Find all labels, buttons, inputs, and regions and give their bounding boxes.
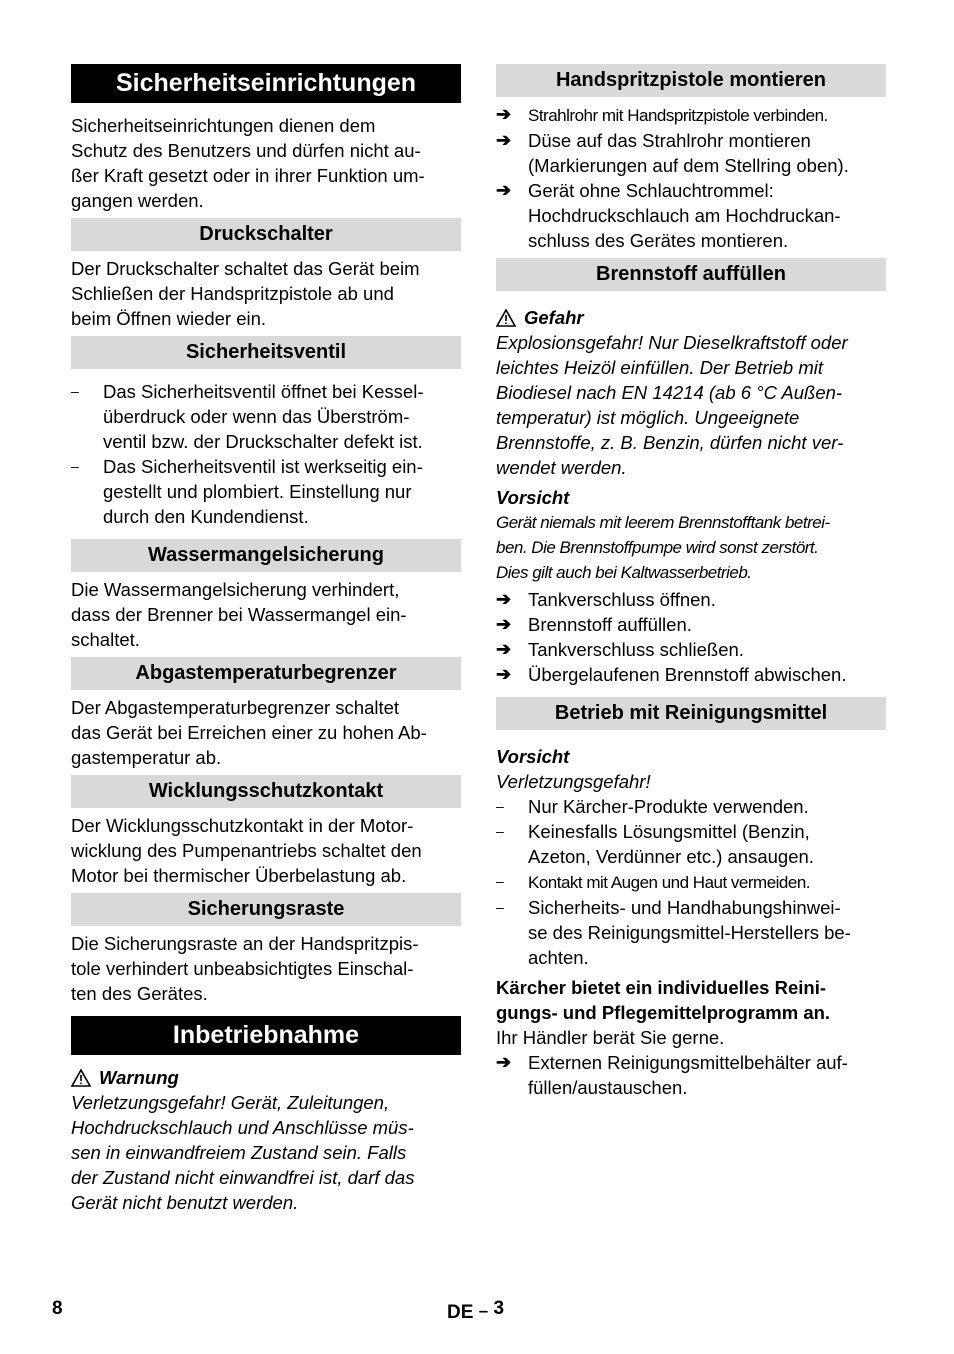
text-line: Dies gilt auch bei Kaltwasserbetrieb.	[496, 563, 752, 582]
list-item	[71, 454, 461, 529]
list-item-text: Hochdruckschlauch am Hochdruckan-	[528, 205, 841, 226]
arrow-icon: ➔	[496, 639, 512, 659]
brenn-list	[496, 587, 886, 687]
dash-marker: –	[496, 823, 504, 839]
text-line: Die Wassermangelsicherung verhindert,	[71, 579, 400, 600]
warning-label: Warnung	[99, 1067, 179, 1088]
list-item-text: Tankverschluss schließen.	[528, 639, 744, 660]
text-line: ßer Kraft gesetzt oder in ihrer Funktion um-	[71, 165, 425, 186]
right-column	[496, 64, 886, 1100]
list-item-text: ventil bzw. der Druckschalter defekt ist.	[103, 431, 423, 452]
dash-marker: –	[496, 899, 504, 915]
footer-sep: –	[478, 1301, 489, 1320]
text-line: wendet werden.	[496, 457, 627, 478]
text-line: der Zustand nicht einwandfrei ist, darf das	[71, 1167, 415, 1188]
arrow-icon: ➔	[496, 614, 512, 634]
caution-label-2: Vorsicht	[496, 746, 570, 767]
page-footer-label	[447, 1298, 504, 1324]
danger-heading	[496, 305, 886, 330]
heading-abgas: Abgastemperaturbegrenzer	[71, 657, 461, 690]
list-item	[496, 794, 886, 819]
arrow-icon: ➔	[496, 664, 512, 684]
text-line: leichtes Heizöl einfüllen. Der Betrieb mit	[496, 357, 823, 378]
text-line: gungs- und Pflegemittelprogramm an.	[496, 1002, 831, 1023]
page-number: 8	[52, 1298, 63, 1319]
caution-label-1: Vorsicht	[496, 487, 570, 508]
heading-reinigungsmittel: Betrieb mit Reinigungsmittel	[496, 697, 886, 730]
ventil-list	[71, 379, 461, 529]
list-item	[71, 379, 461, 454]
list-item-text: schluss des Gerätes montieren.	[528, 230, 789, 251]
arrow-icon: ➔	[496, 180, 512, 200]
text-line: ben. Die Brennstoffpumpe wird sonst zerstört.	[496, 538, 819, 557]
list-item	[496, 895, 886, 970]
danger-text	[496, 330, 886, 480]
wasser-paragraph	[71, 577, 461, 652]
heading-handspritzpistole: Handspritzpistole montieren	[496, 64, 886, 97]
text-line: Der Druckschalter schaltet das Gerät beim	[71, 258, 420, 279]
text-line: dass der Brenner bei Wassermangel ein-	[71, 604, 407, 625]
list-item	[496, 128, 886, 178]
text-line: Explosionsgefahr! Nur Dieselkraftstoff oder	[496, 332, 848, 353]
warning-triangle-icon	[71, 1069, 91, 1087]
footer-num: 3	[493, 1298, 505, 1319]
arrow-icon: ➔	[496, 589, 512, 609]
arrow-icon: ➔	[496, 130, 512, 150]
heading-brennstoff: Brennstoff auffüllen	[496, 258, 886, 291]
list-item-text: Externen Reinigungsmittelbehälter auf-	[528, 1052, 848, 1073]
list-item	[496, 612, 886, 637]
raste-paragraph	[71, 931, 461, 1006]
heading-sicherungsraste: Sicherungsraste	[71, 893, 461, 926]
list-item-text: se des Reinigungsmittel-Herstellers be-	[528, 922, 851, 943]
text-line: Biodiesel nach EN 14214 (ab 6 °C Außen-	[496, 382, 843, 403]
list-item	[496, 1050, 886, 1100]
text-line: ten des Gerätes.	[71, 983, 208, 1004]
safety-paragraph	[71, 113, 461, 213]
list-item-text: Azeton, Verdünner etc.) ansaugen.	[528, 846, 814, 867]
text-line: Hochdruckschlauch und Anschlüsse müs-	[71, 1117, 414, 1138]
text-line: tole verhindert unbeabsichtigtes Einschal-	[71, 958, 414, 979]
heading-safety: Sicherheitseinrichtungen	[71, 64, 461, 103]
list-item-text: Kontakt mit Augen und Haut vermeiden.	[528, 873, 811, 892]
list-item-text: Das Sicherheitsventil ist werkseitig ein-	[103, 456, 423, 477]
hand-list	[496, 102, 886, 253]
list-item	[496, 102, 886, 128]
list-item-text: Strahlrohr mit Handspritzpistole verbinden.	[528, 106, 828, 125]
text-line: Der Abgastemperaturbegrenzer schaltet	[71, 697, 400, 718]
text-line: Schutz des Benutzers und dürfen nicht au-	[71, 140, 421, 161]
list-item-text: Tankverschluss öffnen.	[528, 589, 716, 610]
list-item-text: Brennstoff auffüllen.	[528, 614, 692, 635]
list-item-text: Das Sicherheitsventil öffnet bei Kessel-	[103, 381, 424, 402]
list-item-text: Nur Kärcher-Produkte verwenden.	[528, 796, 809, 817]
text-line: Verletzungsgefahr! Gerät, Zuleitungen,	[71, 1092, 390, 1113]
druck-paragraph	[71, 256, 461, 331]
dash-marker: –	[496, 798, 504, 814]
heading-druckschalter: Druckschalter	[71, 218, 461, 251]
footer-lang: DE	[447, 1302, 474, 1323]
text-line: sen in einwandfreiem Zustand sein. Falls	[71, 1142, 407, 1163]
text-line: beim Öffnen wieder ein.	[71, 308, 267, 329]
text-line: temperatur) ist möglich. Ungeeignete	[496, 407, 800, 428]
list-item	[496, 178, 886, 253]
caution-text-2: Verletzungsgefahr!	[496, 771, 651, 792]
list-item-text: durch den Kundendienst.	[103, 506, 309, 527]
heading-wicklung: Wicklungsschutzkontakt	[71, 775, 461, 808]
warning-triangle-icon	[496, 309, 516, 327]
text-line: Schließen der Handspritzpistole ab und	[71, 283, 394, 304]
dash-marker: –	[496, 873, 504, 889]
left-column	[71, 64, 461, 1215]
text-line: Motor bei thermischer Überbelastung ab.	[71, 865, 407, 886]
text-line: Sicherheitseinrichtungen dienen dem	[71, 115, 376, 136]
text-line: Gerät niemals mit leerem Brennstofftank betrei-	[496, 513, 830, 532]
arrow-icon: ➔	[496, 104, 512, 124]
list-item-text: Keinesfalls Lösungsmittel (Benzin,	[528, 821, 810, 842]
list-item-text: Gerät ohne Schlauchtrommel:	[528, 180, 774, 201]
text-line: wicklung des Pumpenantriebs schaltet den	[71, 840, 422, 861]
text-line: Die Sicherungsraste an der Handspritzpis-	[71, 933, 419, 954]
text-line: schaltet.	[71, 629, 140, 650]
extern-list	[496, 1050, 886, 1100]
caution-text-1	[496, 510, 886, 585]
list-item-text: überdruck oder wenn das Überström-	[103, 406, 410, 427]
list-item	[496, 869, 886, 895]
text-line: gastemperatur ab.	[71, 747, 222, 768]
heading-sicherheitsventil: Sicherheitsventil	[71, 336, 461, 369]
text-line: Brennstoffe, z. B. Benzin, dürfen nicht ver-	[496, 432, 844, 453]
warning-heading	[71, 1065, 461, 1090]
list-item-text: füllen/austauschen.	[528, 1077, 688, 1098]
list-item-text: (Markierungen auf dem Stellring oben).	[528, 155, 849, 176]
dash-marker: –	[71, 458, 79, 474]
arrow-icon: ➔	[496, 1052, 512, 1072]
list-item-text: gestellt und plombiert. Einstellung nur	[103, 481, 412, 502]
list-item-text: Sicherheits- und Handhabungshinwei-	[528, 897, 841, 918]
kaercher-note	[496, 975, 886, 1025]
danger-label: Gefahr	[524, 307, 584, 328]
heading-wassermangel: Wassermangelsicherung	[71, 539, 461, 572]
text-line: Der Wicklungsschutzkontakt in der Motor-	[71, 815, 414, 836]
text-line: gangen werden.	[71, 190, 204, 211]
wickl-paragraph	[71, 813, 461, 888]
list-item	[496, 662, 886, 687]
text-line: Kärcher bietet ein individuelles Reini-	[496, 977, 827, 998]
haendler-text: Ihr Händler berät Sie gerne.	[496, 1027, 725, 1048]
list-item-text: Übergelaufenen Brennstoff abwischen.	[528, 664, 847, 685]
warning-text	[71, 1090, 461, 1215]
text-line: Gerät nicht benutzt werden.	[71, 1192, 299, 1213]
list-item	[496, 819, 886, 869]
list-item-text: Düse auf das Strahlrohr montieren	[528, 130, 811, 151]
dash-marker: –	[71, 383, 79, 399]
list-item	[496, 637, 886, 662]
list-item	[496, 587, 886, 612]
list-item-text: achten.	[528, 947, 589, 968]
reinig-list	[496, 794, 886, 970]
heading-inbetriebnahme: Inbetriebnahme	[71, 1016, 461, 1055]
text-line: das Gerät bei Erreichen einer zu hohen Ab-	[71, 722, 427, 743]
abgas-paragraph	[71, 695, 461, 770]
